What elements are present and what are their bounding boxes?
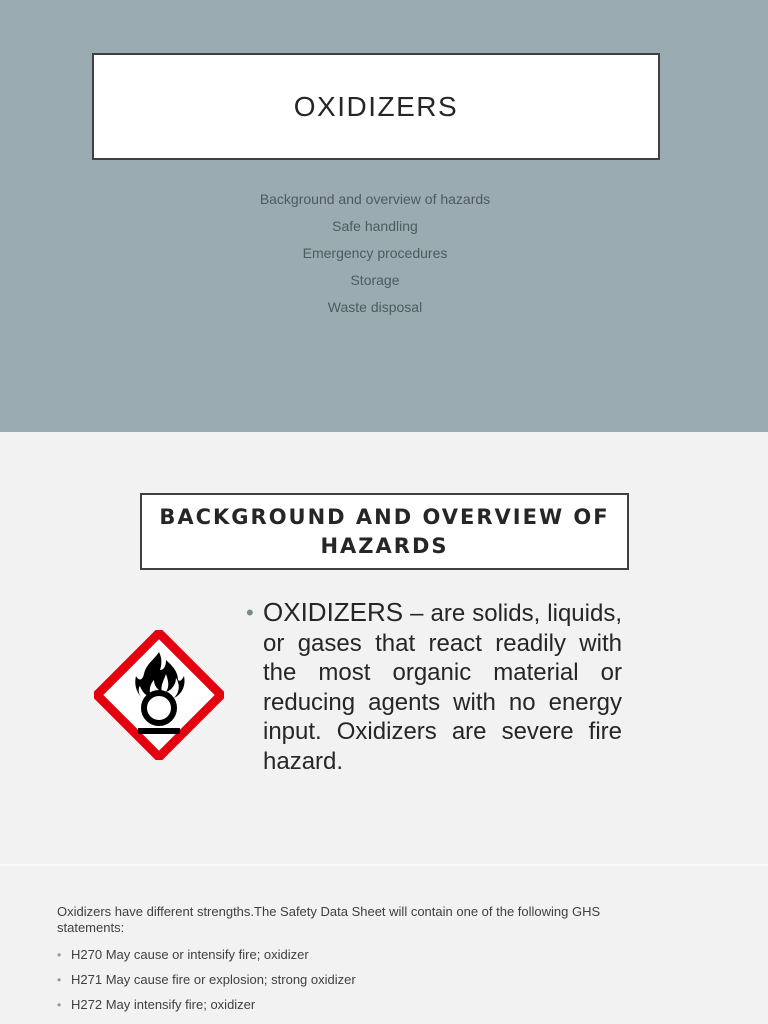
- bullet-dot-icon: •: [246, 600, 254, 625]
- section-title-box: [140, 493, 629, 570]
- list-item: [57, 971, 657, 996]
- section-title: BACKGROUND AND OVERVIEW OF HAZARDS: [159, 504, 610, 558]
- title-slide: [0, 0, 768, 432]
- bullet-text: [246, 598, 622, 776]
- agenda-item: Background and overview of hazards: [259, 191, 491, 207]
- statement-text: H270 May cause or intensify fire; oxidizer: [71, 947, 309, 962]
- oxidizer-definition: [246, 598, 622, 776]
- bullet-dot-icon: •: [57, 973, 62, 987]
- bullet-rest: – are solids, liquids, or gases that react readily with the most organic material or reducing agents with no energy input. Oxidizers are severe fire hazard.: [263, 600, 622, 775]
- title-box: [92, 53, 660, 160]
- bullet-dot-icon: •: [57, 948, 62, 962]
- bullet-dot-icon: •: [57, 998, 62, 1012]
- slide-title: OXIDIZERS: [293, 90, 459, 122]
- ghs-statements-slide: [0, 866, 768, 1024]
- agenda-list: [0, 186, 750, 321]
- agenda-item: Waste disposal: [327, 299, 423, 315]
- intro-text: Oxidizers have different strengths.The Safety Data Sheet will contain one of the following GHS statements:: [57, 904, 601, 935]
- bullet-lead: OXIDIZERS: [263, 597, 404, 627]
- statement-text: H271 May cause fire or explosion; strong oxidizer: [71, 972, 356, 987]
- statement-list: [57, 946, 657, 1021]
- agenda-item: Safe handling: [332, 218, 418, 234]
- list-item: [57, 996, 657, 1021]
- agenda-item: Storage: [350, 272, 400, 288]
- statement-text: H272 May intensify fire; oxidizer: [71, 997, 256, 1012]
- ghs-flame-over-circle-icon: [94, 630, 224, 760]
- hazards-slide: [0, 432, 768, 864]
- agenda-item: Emergency procedures: [302, 245, 448, 261]
- list-item: [57, 946, 657, 971]
